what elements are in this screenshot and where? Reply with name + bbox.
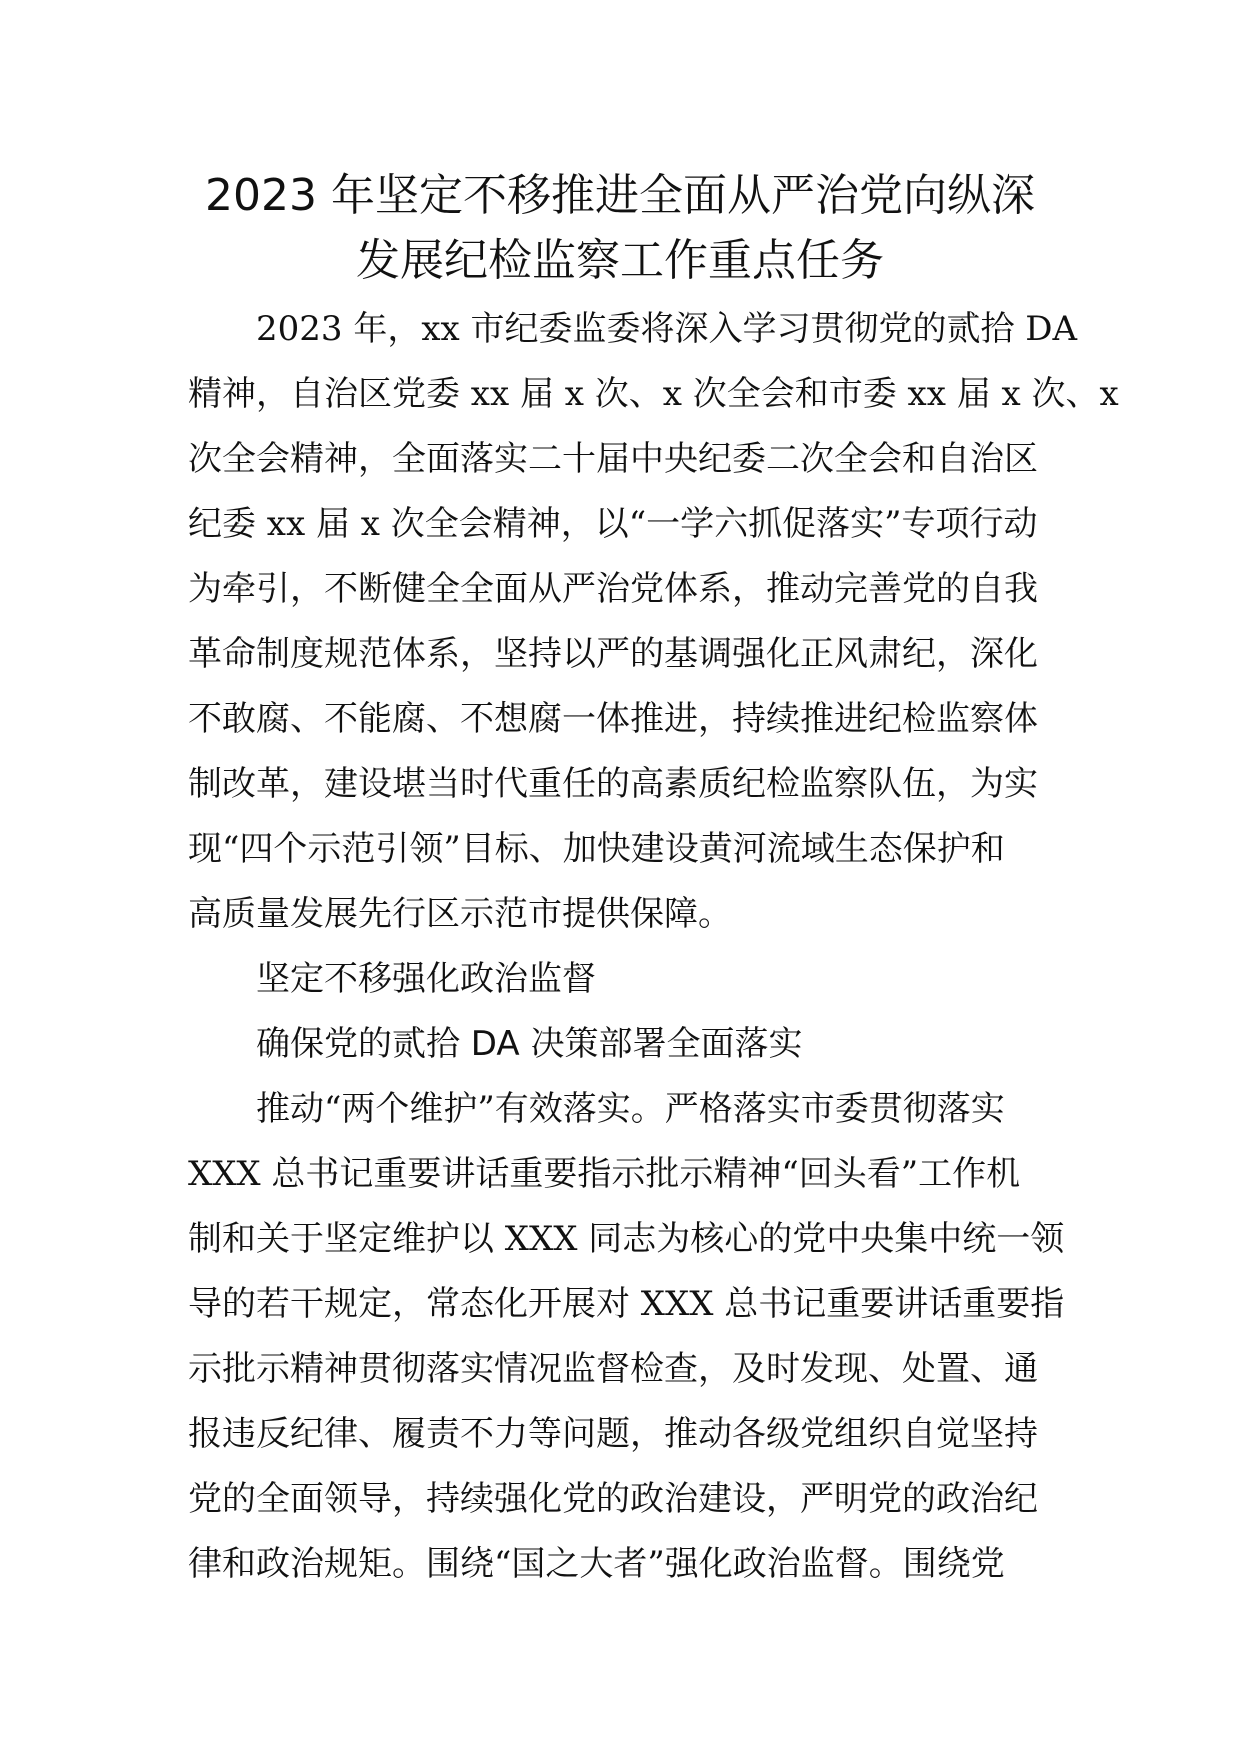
text-line: 制和关于坚定维护以 XXX 同志为核心的党中央集中统一领 — [188, 1219, 1065, 1259]
text-line: 现“四个示范引领”目标、加快建设黄河流域生态保护和 — [188, 829, 1005, 869]
text-line: 报违反纪律、履责不力等问题，推动各级党组织自觉坚持 — [188, 1414, 1038, 1454]
text-line: 不敢腐、不能腐、不想腐一体推进，持续推进纪检监察体 — [188, 699, 1038, 739]
text-line: XXX 总书记重要讲话重要指示批示精神“回头看”工作机 — [188, 1154, 1021, 1194]
paragraph-1 — [188, 297, 1119, 947]
text-line: 革命制度规范体系，坚持以严的基调强化正风肃纪，深化 — [188, 634, 1038, 674]
paragraph-2 — [188, 1077, 1065, 1597]
text-line: 纪委 xx 届 x 次全会精神，以“一学六抓促落实”专项行动 — [188, 504, 1038, 544]
text-line: 2023 年，xx 市纪委监委将深入学习贯彻党的贰拾 DA — [256, 309, 1078, 349]
document-title — [150, 164, 1090, 294]
text-line: 精神，自治区党委 xx 届 x 次、x 次全会和市委 xx 届 x 次、x — [188, 374, 1119, 414]
text-line: 导的若干规定，常态化开展对 XXX 总书记重要讲话重要指 — [188, 1284, 1065, 1324]
section-heading-2: 确保党的贰拾 DA 决策部署全面落实 — [256, 1024, 803, 1064]
document-body — [188, 297, 1119, 1597]
text-line: 制改革，建设堪当时代重任的高素质纪检监察队伍，为实 — [188, 764, 1038, 804]
text-line: 示批示精神贯彻落实情况监督检查，及时发现、处置、通 — [188, 1349, 1038, 1389]
text-line: 党的全面领导，持续强化党的政治建设，严明党的政治纪 — [188, 1479, 1038, 1519]
section-heading-1: 坚定不移强化政治监督 — [256, 959, 596, 999]
text-line: 推动“两个维护”有效落实。严格落实市委贯彻落实 — [256, 1089, 1005, 1129]
text-line: 为牵引，不断健全全面从严治党体系，推动完善党的自我 — [188, 569, 1038, 609]
text-line: 高质量发展先行区示范市提供保障。 — [188, 894, 732, 934]
text-line: 律和政治规矩。围绕“国之大者”强化政治监督。围绕党 — [188, 1544, 1005, 1584]
title-line: 发展纪检监察工作重点任务 — [356, 235, 884, 286]
text-line: 次全会精神，全面落实二十届中央纪委二次全会和自治区 — [188, 439, 1038, 479]
title-line: 2023 年坚定不移推进全面从严治党向纵深 — [205, 170, 1035, 221]
